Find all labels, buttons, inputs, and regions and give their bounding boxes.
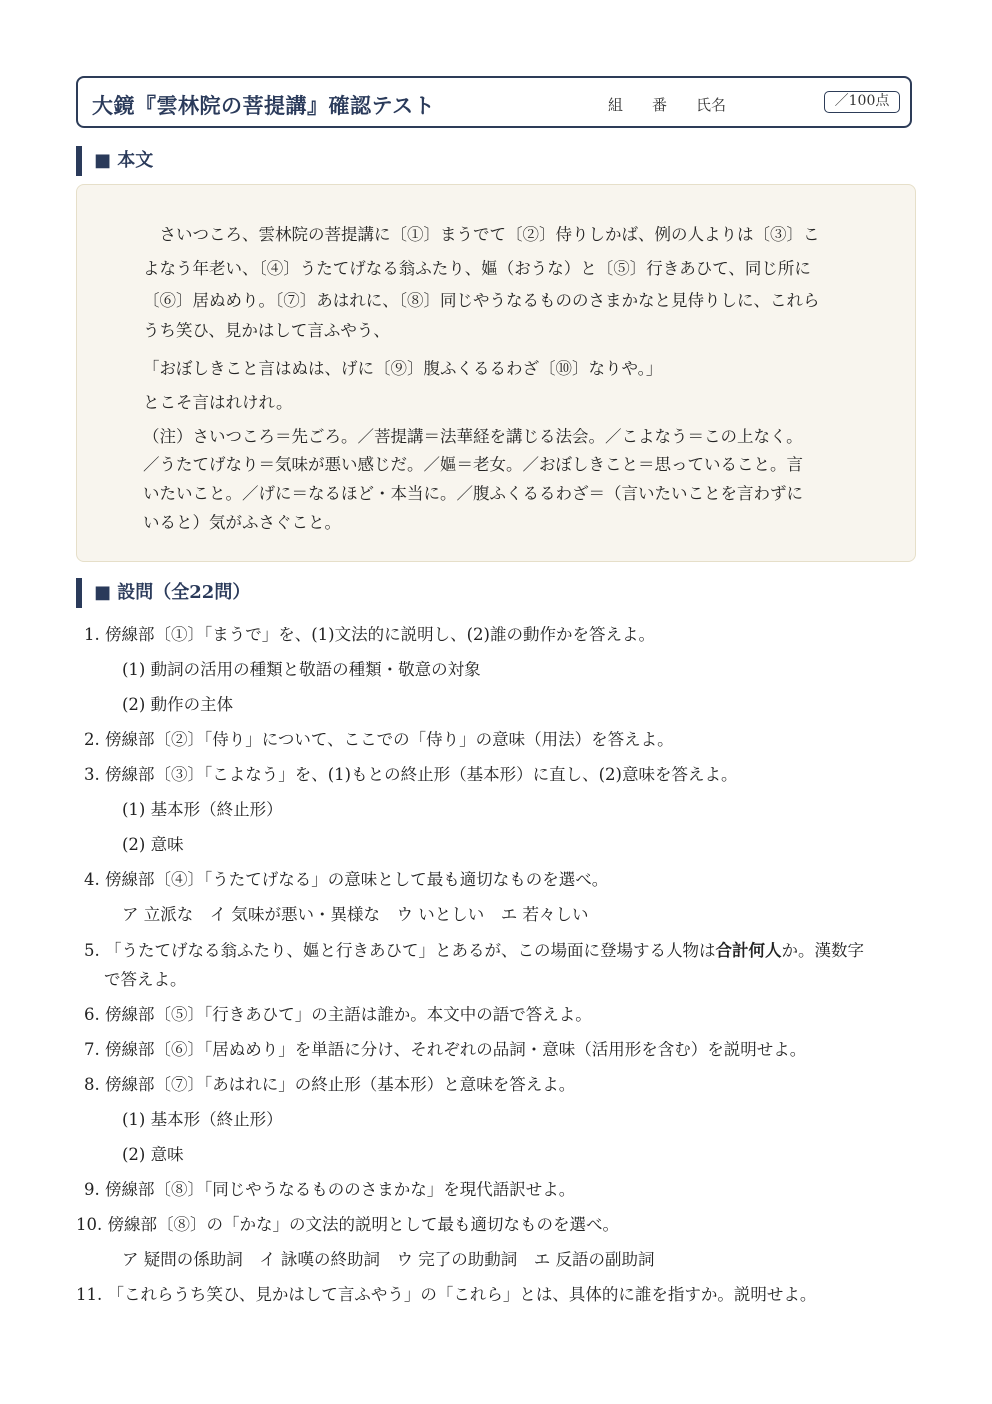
question-8-sub-2: (2) 意味: [122, 1145, 184, 1164]
question-5-emphasis: 合計何人: [715, 941, 782, 960]
passage-line: とこそ言はれけれ。: [143, 393, 293, 412]
question-7: 7. 傍線部〔⑥〕「居ぬめり」を単語に分け、それぞれの品詞・意味（活用形を含む）を説明せよ。: [84, 1040, 807, 1059]
question-6: 6. 傍線部〔⑤〕「行きあひて」の主語は誰か。本文中の語で答えよ。: [84, 1005, 592, 1024]
passage-line: 〔⑥〕居ぬめり。〔⑦〕あはれに、〔⑧〕同じやうなるもののさまかなと見侍りしに、これら: [143, 291, 820, 310]
question-5-text-b: か。漢数字: [781, 941, 864, 960]
question-4: 4. 傍線部〔④〕「うたてげなる」の意味として最も適切なものを選べ。: [84, 870, 609, 889]
test-header: [76, 76, 912, 128]
question-2: 2. 傍線部〔②〕「侍り」について、ここでの「侍り」の意味（用法）を答えよ。: [84, 730, 674, 749]
question-5: [84, 937, 864, 961]
question-10-choices: ア 疑問の係助詞 イ 詠嘆の終助詞 ウ 完了の助動詞 エ 反語の副助詞: [122, 1250, 655, 1269]
question-1-sub-1: (1) 動詞の活用の種類と敬語の種類・敬意の対象: [122, 660, 481, 679]
note-line: いたいこと。／げに＝なるほど・本当に。／腹ふくるるわざ＝（言いたいことを言わずに: [143, 484, 803, 503]
question-1: 1. 傍線部〔①〕「まうで」を、(1)文法的に説明し、(2)誰の動作かを答えよ。: [84, 625, 655, 644]
question-5-continued: で答えよ。: [104, 970, 187, 989]
question-4-choices: ア 立派な イ 気味が悪い・異様な ウ いとしい エ 若々しい: [122, 905, 589, 924]
question-1-sub-2: (2) 動作の主体: [122, 695, 234, 714]
ban-label: 番: [652, 96, 668, 114]
shimei-label: 氏名: [696, 96, 727, 114]
score-box: ／100点: [824, 91, 900, 113]
passage-line: 「おぼしきこと言はぬは、げに〔⑨〕腹ふくるるわざ〔⑩〕なりや。」: [143, 359, 663, 378]
section-heading-questions: ■ 設問（全22問）: [76, 578, 250, 608]
question-3-sub-1: (1) 基本形（終止形）: [122, 800, 283, 819]
question-11: 11. 「これらうち笑ひ、見かはして言ふやう」の「これら」とは、具体的に誰を指すか。説明せよ。: [76, 1285, 817, 1304]
section-heading-text: ■ 本文: [76, 146, 153, 176]
note-line: いると）気がふさぐこと。: [143, 513, 341, 532]
passage-box: [76, 184, 916, 562]
passage-line: よなう年老い、〔④〕うたてげなる翁ふたり、嫗（おうな）と〔⑤〕行きあひて、同じ所に: [143, 259, 811, 278]
question-8-sub-1: (1) 基本形（終止形）: [122, 1110, 283, 1129]
note-line: ／うたてげなり＝気味が悪い感じだ。／嫗＝老女。／おぼしきこと＝思っていること。言: [143, 455, 803, 474]
passage-line: さいつころ、雲林院の菩提講に〔①〕まうでて〔②〕侍りしかば、例の人よりは〔③〕こ: [143, 225, 820, 244]
question-8: 8. 傍線部〔⑦〕「あはれに」の終止形（基本形）と意味を答えよ。: [84, 1075, 576, 1094]
question-3: 3. 傍線部〔③〕「こよなう」を、(1)もとの終止形（基本形）に直し、(2)意味を答えよ。: [84, 765, 738, 784]
question-3-sub-2: (2) 意味: [122, 835, 184, 854]
kumi-label: 組: [608, 96, 624, 114]
test-title: 大鏡『雲林院の菩提講』確認テスト: [92, 93, 436, 118]
note-line: （注）さいつころ＝先ごろ。／菩提講＝法華経を講じる法会。／こよなう＝この上なく。: [143, 427, 803, 446]
passage-line: うち笑ひ、見かはして言ふやう、: [143, 321, 390, 340]
question-10: 10. 傍線部〔⑧〕の「かな」の文法的説明として最も適切なものを選べ。: [76, 1215, 619, 1234]
question-5-text-a: 5. 「うたてげなる翁ふたり、嫗と行きあひて」とあるが、この場面に登場する人物は: [84, 941, 716, 960]
question-9: 9. 傍線部〔⑧〕「同じやうなるもののさまかな」を現代語訳せよ。: [84, 1180, 576, 1199]
